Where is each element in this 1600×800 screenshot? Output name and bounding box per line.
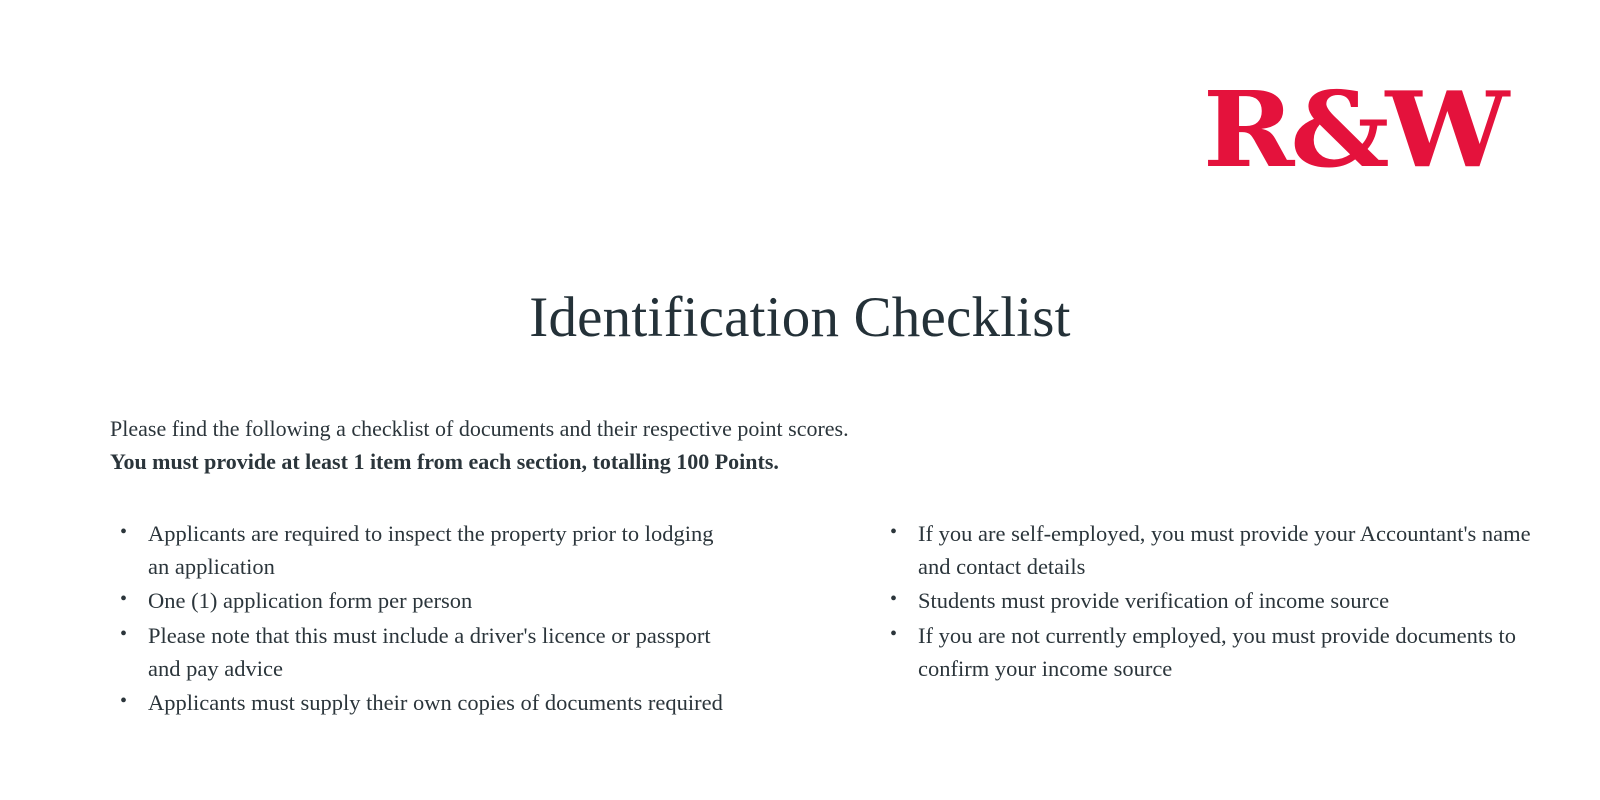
list-item: • Applicants must supply their own copies of documents required <box>110 687 740 720</box>
checklist-list-right <box>880 518 1560 685</box>
list-item: • One (1) application form per person <box>110 585 740 618</box>
checklist-column-left <box>0 518 760 722</box>
list-item: • If you are self-employed, you must provide your Accountant's name and contact details <box>880 518 1560 583</box>
intro-line-1: Please find the following a checklist of documents and their respective point scores. <box>110 416 849 441</box>
brand-logo-text: R&W <box>1202 68 1505 191</box>
checklist-column-right <box>760 518 1600 722</box>
list-item: • If you are not currently employed, you must provide documents to confirm your income source <box>880 620 1560 685</box>
list-item: • Please note that this must include a driver's licence or passport and pay advice <box>110 620 740 685</box>
checklist-list-left <box>110 518 740 720</box>
list-item: • Students must provide verification of income source <box>880 585 1560 618</box>
brand-logo <box>1145 68 1505 191</box>
checklist-columns <box>0 518 1600 722</box>
intro-line-2: You must provide at least 1 item from each section, totalling 100 Points. <box>110 449 779 475</box>
page-title: Identification Checklist <box>529 286 1071 349</box>
intro-paragraph <box>110 412 1310 479</box>
list-item: • Applicants are required to inspect the property prior to lodging an application <box>110 518 740 583</box>
